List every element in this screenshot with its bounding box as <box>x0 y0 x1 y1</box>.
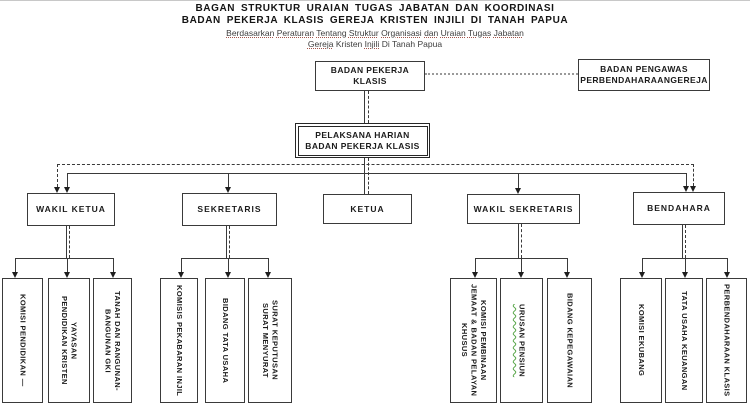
subtitle-word: Injili <box>364 39 380 49</box>
org-sub-box <box>547 278 592 403</box>
group-connector-solid <box>226 226 227 258</box>
group-connector-dashed <box>521 224 522 258</box>
node-label <box>580 64 708 86</box>
node-badan-pekerja-klasis <box>315 61 425 91</box>
org-sub-box <box>2 278 43 403</box>
sub-box-label-line: URUSAN PENSIUN <box>517 303 527 378</box>
subtitle-word: Uraian <box>440 28 466 38</box>
sub-connector-solid <box>228 258 229 272</box>
org-sub-box <box>160 278 198 403</box>
org-sub-box <box>48 278 90 403</box>
sub-connector-solid <box>268 258 269 272</box>
node-sekretaris <box>182 193 277 226</box>
sub-box-label-line: PENDIDIKAN KRISTEN <box>60 296 69 385</box>
connector-solid <box>686 173 687 186</box>
subtitle-line-1 <box>0 28 750 38</box>
group-bar <box>15 258 113 259</box>
org-sub-box <box>665 278 703 403</box>
chart-title-block <box>0 3 750 49</box>
node-label-line: BADAN PEKERJA KLASIS <box>305 140 420 151</box>
subtitle-word: Kristen <box>335 39 363 49</box>
subtitle-word: Berdasarkan <box>226 28 275 38</box>
sub-connector-solid <box>113 258 114 272</box>
subtitle-word: Struktur <box>348 28 379 38</box>
node-wakil-ketua <box>27 193 115 226</box>
node-label: SEKRETARIS <box>197 204 262 214</box>
sub-connector-solid <box>475 258 476 272</box>
sub-box-label-line: KOMISI PENDIDIKAN — <box>18 294 28 387</box>
node-label: BENDAHARA <box>647 203 711 213</box>
sub-box-label-line: JEMAAT & BADAN PELAYAN <box>469 284 479 397</box>
org-sub-box <box>93 278 132 403</box>
connector-solid <box>364 91 365 123</box>
org-sub-box <box>620 278 662 403</box>
sub-box-label <box>220 298 230 383</box>
subtitle-word: Papua <box>417 39 443 49</box>
coordination-bus-dashed <box>57 164 694 165</box>
sub-box-label-line: BIDANG TATA USAHA <box>220 297 230 384</box>
group-connector-solid <box>518 224 519 258</box>
connector-dashed <box>57 164 58 187</box>
sub-box-label-line: TANAH DAN RANGUNAN- <box>113 290 122 391</box>
sub-box-label-line: BIDANG KEPEGAWAIAN <box>565 292 575 389</box>
sub-connector-solid <box>67 258 68 272</box>
sub-box-label <box>60 296 79 385</box>
sub-box-label-line: BANGUNAN GKI <box>103 308 113 373</box>
sub-connector-solid <box>727 258 728 272</box>
group-connector-dashed <box>229 226 230 258</box>
org-sub-box <box>205 278 245 403</box>
sub-box-label-line: KOMISI EKUBANG <box>636 304 646 377</box>
title-line-1: BAGAN STRUKTUR URAIAN TUGAS JABATAN DAN KOORDINASI <box>195 3 555 14</box>
sub-box-label <box>636 304 646 376</box>
subtitle-line-2 <box>0 39 750 49</box>
node-bendahara <box>633 192 725 225</box>
sub-box-label-line: SURAT KEPUTUSAN <box>270 300 280 381</box>
sub-box-label-line: PERBENDAHARAAN KLASIS <box>722 284 732 397</box>
sub-connector-solid <box>15 258 16 272</box>
subtitle-word: dan <box>424 28 439 38</box>
node-label: BADAN PEKERJA KLASIS <box>330 65 410 86</box>
sub-connector-solid <box>521 258 522 272</box>
org-sub-box <box>706 278 747 403</box>
subtitle-word: Peraturan <box>276 28 315 38</box>
connector-dashed <box>368 91 369 123</box>
subtitle-word: Tugas <box>467 28 492 38</box>
sub-connector-solid <box>685 258 686 272</box>
sub-box-label <box>679 291 689 391</box>
node-label <box>305 130 419 152</box>
connector-solid <box>228 173 229 187</box>
connector-solid <box>67 173 68 187</box>
node-label: WAKIL SEKRETARIS <box>473 203 574 214</box>
sub-box-label <box>103 291 122 391</box>
sub-box-label <box>261 300 280 380</box>
subtitle-word: Organisasi <box>381 28 422 38</box>
sub-box-label-line: KHUSUS <box>459 323 469 358</box>
sub-box-label-line: KOMISIS PEKABARAN INJIL <box>174 284 184 397</box>
node-pelaksana-harian <box>295 123 430 158</box>
node-badan-pengawas <box>578 59 710 91</box>
group-connector-dashed <box>685 225 686 258</box>
node-label-line: BADAN PENGAWAS <box>600 64 688 74</box>
sub-box-label-line: YAYASAN <box>69 321 79 360</box>
group-bar <box>181 258 268 259</box>
org-sub-box <box>248 278 292 403</box>
sub-connector-solid <box>642 258 643 272</box>
connector-solid <box>518 174 519 188</box>
sub-box-label-line: SURAT MENYURAT <box>261 303 270 378</box>
subtitle-word: Tanah <box>391 39 416 49</box>
sub-box-label <box>18 294 28 387</box>
sub-connector-solid <box>567 258 568 272</box>
coordination-dotted-link <box>425 73 578 75</box>
subtitle-word: Tentang <box>316 28 347 38</box>
subtitle-word: Jabatan <box>493 28 524 38</box>
sub-box-label <box>517 304 527 377</box>
sub-box-label-line: TATA USAHA KEUANGAN <box>679 290 689 391</box>
title-line-2: BADAN PEKERJA KLASIS GEREJA KRISTEN INJILI DI TANAH PAPUA <box>181 15 569 26</box>
node-label-line: PERBENDAHARAANGEREJA <box>580 75 708 85</box>
sub-box-label <box>174 285 184 396</box>
org-sub-box <box>500 278 543 403</box>
sub-box-label <box>459 284 488 396</box>
subtitle-word: Di <box>381 39 390 49</box>
node-label: WAKIL KETUA <box>36 204 106 214</box>
node-label: KETUA <box>350 203 385 214</box>
sub-box-label <box>565 293 575 388</box>
sub-box-label <box>722 284 732 397</box>
node-label-line: PELAKSANA HARIAN <box>315 129 410 140</box>
command-bus-solid <box>67 173 686 174</box>
group-connector-solid <box>66 226 67 258</box>
org-sub-box <box>450 278 497 403</box>
subtitle-word: Gereja <box>307 39 334 49</box>
node-wakil-sekretaris <box>467 194 580 224</box>
group-connector-solid <box>682 225 683 258</box>
node-inner-frame <box>298 126 428 156</box>
sub-connector-solid <box>181 258 182 272</box>
connector-dashed <box>693 164 694 186</box>
group-connector-dashed <box>69 226 70 258</box>
sub-box-label-line: KOMISI PEMBINAAN <box>478 300 488 381</box>
node-ketua <box>323 194 412 224</box>
